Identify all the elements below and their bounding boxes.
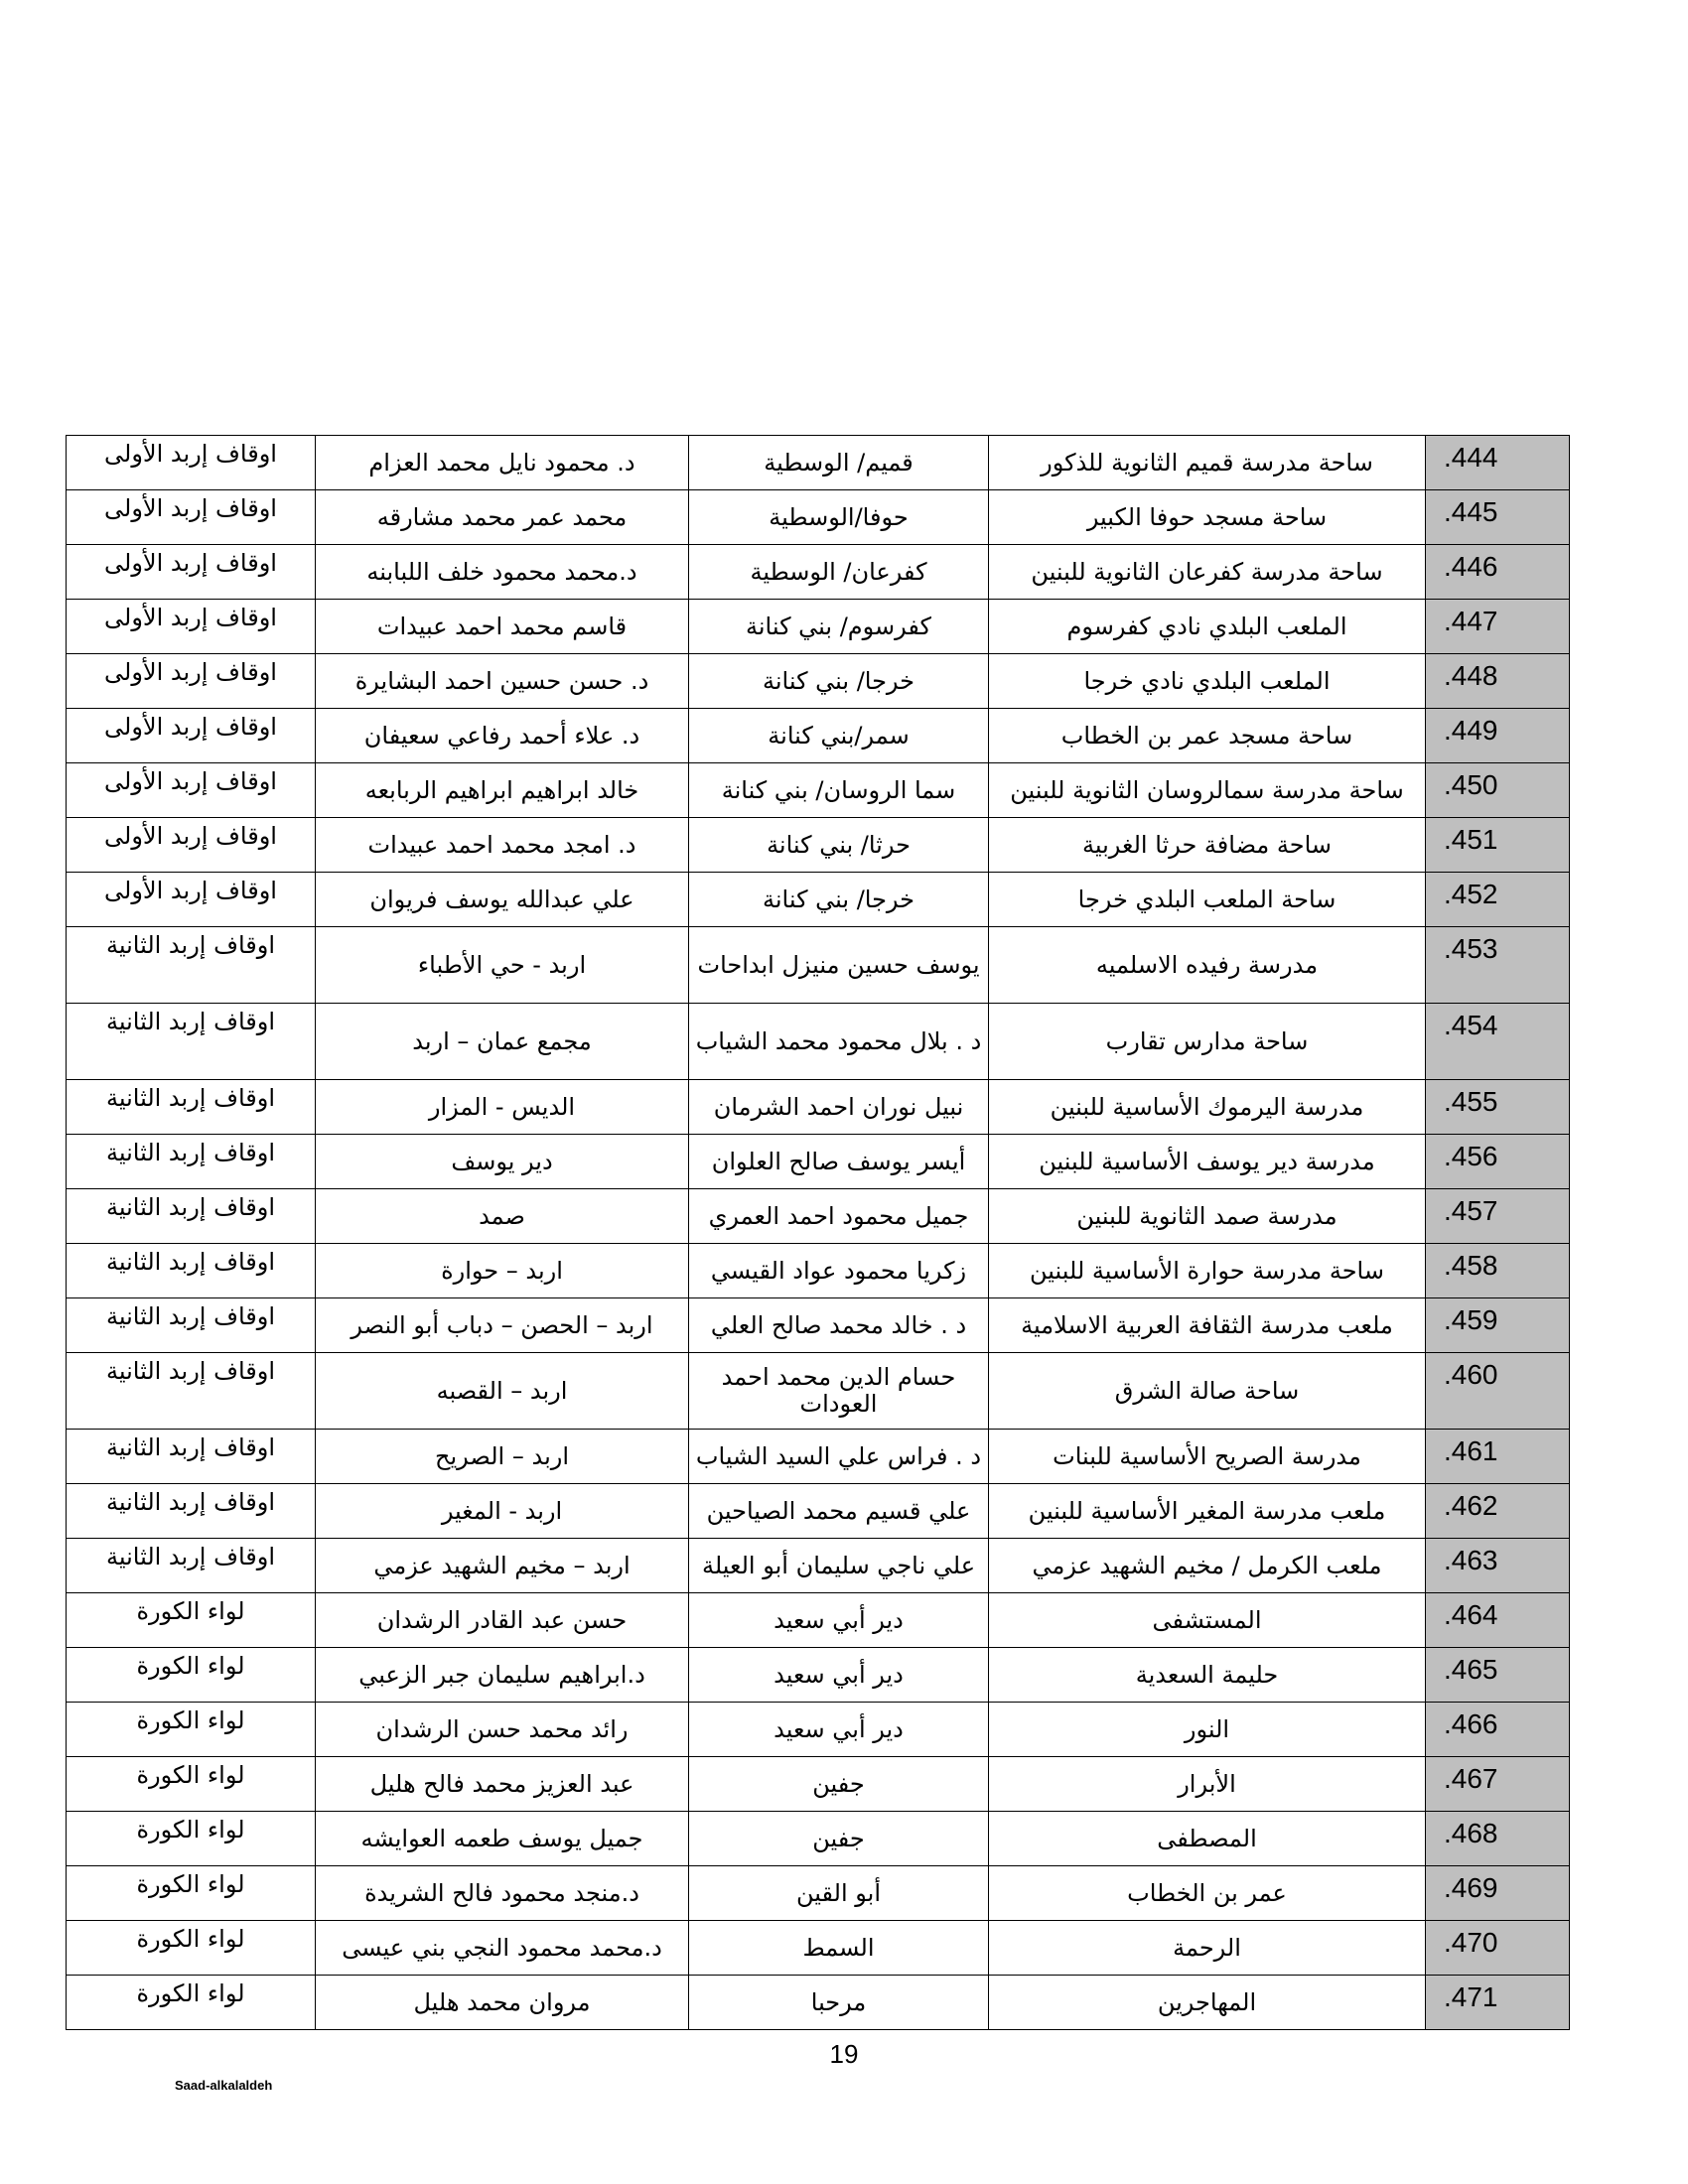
- imam-cell: د. علاء أحمد رفاعي سعيفان: [316, 709, 689, 763]
- row-number-cell: .465: [1426, 1648, 1570, 1703]
- area-cell: حسام الدين محمد احمد العودات: [689, 1353, 989, 1430]
- imam-cell: مجمع عمان – اربد: [316, 1004, 689, 1080]
- org-cell: اوقاف إربد الثانية: [67, 1484, 316, 1539]
- table-row: [67, 1004, 1570, 1080]
- row-number-cell: .451: [1426, 818, 1570, 873]
- imam-cell: د.محمد محمود النجي بني عيسى: [316, 1921, 689, 1976]
- org-cell: اوقاف إربد الثانية: [67, 927, 316, 1004]
- org-cell: اوقاف إربد الثانية: [67, 1539, 316, 1593]
- row-number-cell: .454: [1426, 1004, 1570, 1080]
- org-cell: لواء الكورة: [67, 1757, 316, 1812]
- row-number-cell: .445: [1426, 490, 1570, 545]
- table-row: [67, 545, 1570, 600]
- org-cell: اوقاف إربد الأولى: [67, 873, 316, 927]
- org-cell: اوقاف إربد الأولى: [67, 436, 316, 490]
- area-cell: كفرعان/ الوسطية: [689, 545, 989, 600]
- place-cell: ملعب مدرسة المغير الأساسية للبنين: [989, 1484, 1426, 1539]
- area-cell: أبو القين: [689, 1866, 989, 1921]
- area-cell: دير أبي سعيد: [689, 1703, 989, 1757]
- table-row: [67, 1648, 1570, 1703]
- area-cell: أيسر يوسف صالح العلوان: [689, 1135, 989, 1189]
- place-cell: المهاجرين: [989, 1976, 1426, 2030]
- org-cell: اوقاف إربد الثانية: [67, 1080, 316, 1135]
- place-cell: النور: [989, 1703, 1426, 1757]
- imam-cell: اربد - حي الأطباء: [316, 927, 689, 1004]
- imam-cell: د.منجد محمود فالح الشريدة: [316, 1866, 689, 1921]
- place-cell: مدرسة صمد الثانوية للبنين: [989, 1189, 1426, 1244]
- table-row: [67, 818, 1570, 873]
- row-number-cell: .449: [1426, 709, 1570, 763]
- imam-cell: مروان محمد هليل: [316, 1976, 689, 2030]
- table-row: [67, 1866, 1570, 1921]
- row-number-cell: .467: [1426, 1757, 1570, 1812]
- page-number: 19: [829, 2039, 859, 2069]
- row-number-cell: .459: [1426, 1298, 1570, 1353]
- row-number-cell: .464: [1426, 1593, 1570, 1648]
- place-cell: عمر بن الخطاب: [989, 1866, 1426, 1921]
- place-cell: مدرسة رفيده الاسلميه: [989, 927, 1426, 1004]
- prayer-sites-table: [66, 435, 1570, 2030]
- table-row: [67, 436, 1570, 490]
- place-cell: المصطفى: [989, 1812, 1426, 1866]
- imam-cell: رائد محمد حسن الرشدان: [316, 1703, 689, 1757]
- imam-cell: اربد – حوارة: [316, 1244, 689, 1298]
- imam-cell: اربد – الحصن – دباب أبو النصر: [316, 1298, 689, 1353]
- org-cell: اوقاف إربد الثانية: [67, 1298, 316, 1353]
- imam-cell: د. محمود نايل محمد العزام: [316, 436, 689, 490]
- row-number-cell: .463: [1426, 1539, 1570, 1593]
- imam-cell: علي عبدالله يوسف فريوان: [316, 873, 689, 927]
- imam-cell: اربد - المغير: [316, 1484, 689, 1539]
- area-cell: حوفا/الوسطية: [689, 490, 989, 545]
- area-cell: زكريا محمود عواد القيسي: [689, 1244, 989, 1298]
- area-cell: علي قسيم محمد الصياحين: [689, 1484, 989, 1539]
- author-signature: Saad-alkalaldeh: [175, 2078, 273, 2093]
- org-cell: اوقاف إربد الأولى: [67, 490, 316, 545]
- imam-cell: حسن عبد القادر الرشدان: [316, 1593, 689, 1648]
- org-cell: اوقاف إربد الأولى: [67, 763, 316, 818]
- area-cell: علي ناجي سليمان أبو العيلة: [689, 1539, 989, 1593]
- table-row: [67, 1244, 1570, 1298]
- org-cell: اوقاف إربد الثانية: [67, 1135, 316, 1189]
- row-number-cell: .471: [1426, 1976, 1570, 2030]
- place-cell: ساحة مسجد عمر بن الخطاب: [989, 709, 1426, 763]
- place-cell: ساحة مدرسة حوارة الأساسية للبنين: [989, 1244, 1426, 1298]
- org-cell: اوقاف إربد الثانية: [67, 1430, 316, 1484]
- table-row: [67, 600, 1570, 654]
- table-row: [67, 1135, 1570, 1189]
- row-number-cell: .458: [1426, 1244, 1570, 1298]
- table-row: [67, 1976, 1570, 2030]
- area-cell: حرثا/ بني كنانة: [689, 818, 989, 873]
- imam-cell: عبد العزيز محمد فالح هليل: [316, 1757, 689, 1812]
- table-row: [67, 1703, 1570, 1757]
- table-row: [67, 1298, 1570, 1353]
- area-cell: مرحبا: [689, 1976, 989, 2030]
- area-cell: خرجا/ بني كنانة: [689, 654, 989, 709]
- table-row: [67, 1539, 1570, 1593]
- org-cell: اوقاف إربد الأولى: [67, 709, 316, 763]
- area-cell: خرجا/ بني كنانة: [689, 873, 989, 927]
- area-cell: جميل محمود احمد العمري: [689, 1189, 989, 1244]
- imam-cell: خالد ابراهيم ابراهيم الربابعه: [316, 763, 689, 818]
- row-number-cell: .470: [1426, 1921, 1570, 1976]
- table-row: [67, 1812, 1570, 1866]
- place-cell: ساحة مدرسة سمالروسان الثانوية للبنين: [989, 763, 1426, 818]
- area-cell: نبيل نوران احمد الشرمان: [689, 1080, 989, 1135]
- imam-cell: الديس - المزار: [316, 1080, 689, 1135]
- area-cell: سمر/بني كنانة: [689, 709, 989, 763]
- imam-cell: محمد عمر محمد مشارقه: [316, 490, 689, 545]
- table-row: [67, 873, 1570, 927]
- org-cell: اوقاف إربد الثانية: [67, 1244, 316, 1298]
- org-cell: اوقاف إربد الأولى: [67, 545, 316, 600]
- row-number-cell: .452: [1426, 873, 1570, 927]
- imam-cell: قاسم محمد احمد عبيدات: [316, 600, 689, 654]
- table-row: [67, 1593, 1570, 1648]
- row-number-cell: .444: [1426, 436, 1570, 490]
- org-cell: لواء الكورة: [67, 1921, 316, 1976]
- row-number-cell: .446: [1426, 545, 1570, 600]
- org-cell: اوقاف إربد الأولى: [67, 818, 316, 873]
- imam-cell: اربد – الصريح: [316, 1430, 689, 1484]
- org-cell: لواء الكورة: [67, 1593, 316, 1648]
- place-cell: مدرسة الصريح الأساسية للبنات: [989, 1430, 1426, 1484]
- area-cell: كفرسوم/ بني كنانة: [689, 600, 989, 654]
- table-row: [67, 927, 1570, 1004]
- table-row: [67, 1189, 1570, 1244]
- imam-cell: د. حسن حسين احمد البشايرة: [316, 654, 689, 709]
- table-row: [67, 1921, 1570, 1976]
- place-cell: ساحة مدرسة كفرعان الثانوية للبنين: [989, 545, 1426, 600]
- table-row: [67, 709, 1570, 763]
- table-row: [67, 1484, 1570, 1539]
- place-cell: ملعب مدرسة الثقافة العربية الاسلامية: [989, 1298, 1426, 1353]
- area-cell: د . فراس علي السيد الشياب: [689, 1430, 989, 1484]
- org-cell: لواء الكورة: [67, 1866, 316, 1921]
- row-number-cell: .457: [1426, 1189, 1570, 1244]
- row-number-cell: .469: [1426, 1866, 1570, 1921]
- row-number-cell: .455: [1426, 1080, 1570, 1135]
- org-cell: اوقاف إربد الأولى: [67, 654, 316, 709]
- table-row: [67, 1080, 1570, 1135]
- area-cell: يوسف حسين منيزل ابداحات: [689, 927, 989, 1004]
- row-number-cell: .460: [1426, 1353, 1570, 1430]
- table-row: [67, 763, 1570, 818]
- table-row: [67, 654, 1570, 709]
- place-cell: الرحمة: [989, 1921, 1426, 1976]
- place-cell: الملعب البلدي نادي كفرسوم: [989, 600, 1426, 654]
- org-cell: لواء الكورة: [67, 1976, 316, 2030]
- table-row: [67, 1757, 1570, 1812]
- place-cell: ملعب الكرمل / مخيم الشهيد عزمي: [989, 1539, 1426, 1593]
- place-cell: مدرسة اليرموك الأساسية للبنين: [989, 1080, 1426, 1135]
- imam-cell: د.ابراهيم سليمان جبر الزعبي: [316, 1648, 689, 1703]
- org-cell: لواء الكورة: [67, 1648, 316, 1703]
- area-cell: جفين: [689, 1757, 989, 1812]
- area-cell: دير أبي سعيد: [689, 1593, 989, 1648]
- place-cell: ساحة الملعب البلدي خرجا: [989, 873, 1426, 927]
- place-cell: ساحة مدرسة قميم الثانوية للذكور: [989, 436, 1426, 490]
- place-cell: حليمة السعدية: [989, 1648, 1426, 1703]
- imam-cell: جميل يوسف طعمه العوايشه: [316, 1812, 689, 1866]
- table-body: [67, 436, 1570, 2030]
- place-cell: ساحة مسجد حوفا الكبير: [989, 490, 1426, 545]
- area-cell: د . بلال محمود محمد الشياب: [689, 1004, 989, 1080]
- org-cell: اوقاف إربد الثانية: [67, 1189, 316, 1244]
- area-cell: جفين: [689, 1812, 989, 1866]
- row-number-cell: .456: [1426, 1135, 1570, 1189]
- row-number-cell: .462: [1426, 1484, 1570, 1539]
- imam-cell: صمد: [316, 1189, 689, 1244]
- row-number-cell: .448: [1426, 654, 1570, 709]
- row-number-cell: .461: [1426, 1430, 1570, 1484]
- row-number-cell: .447: [1426, 600, 1570, 654]
- imam-cell: اربد – مخيم الشهيد عزمي: [316, 1539, 689, 1593]
- org-cell: اوقاف إربد الثانية: [67, 1353, 316, 1430]
- place-cell: مدرسة دير يوسف الأساسية للبنين: [989, 1135, 1426, 1189]
- org-cell: لواء الكورة: [67, 1703, 316, 1757]
- org-cell: لواء الكورة: [67, 1812, 316, 1866]
- row-number-cell: .450: [1426, 763, 1570, 818]
- area-cell: قميم/ الوسطية: [689, 436, 989, 490]
- imam-cell: د.محمد محمود خلف اللبابنه: [316, 545, 689, 600]
- place-cell: الملعب البلدي نادي خرجا: [989, 654, 1426, 709]
- row-number-cell: .468: [1426, 1812, 1570, 1866]
- place-cell: ساحة صالة الشرق: [989, 1353, 1426, 1430]
- row-number-cell: .453: [1426, 927, 1570, 1004]
- prayer-sites-table-container: [66, 435, 1569, 2030]
- imam-cell: دير يوسف: [316, 1135, 689, 1189]
- org-cell: اوقاف إربد الأولى: [67, 600, 316, 654]
- place-cell: ساحة مضافة حرثا الغربية: [989, 818, 1426, 873]
- place-cell: ساحة مدارس تقارب: [989, 1004, 1426, 1080]
- row-number-cell: .466: [1426, 1703, 1570, 1757]
- place-cell: الأبرار: [989, 1757, 1426, 1812]
- imam-cell: اربد – القصبه: [316, 1353, 689, 1430]
- area-cell: دير أبي سعيد: [689, 1648, 989, 1703]
- area-cell: السمط: [689, 1921, 989, 1976]
- place-cell: المستشفى: [989, 1593, 1426, 1648]
- table-row: [67, 1430, 1570, 1484]
- area-cell: د . خالد محمد صالح العلي: [689, 1298, 989, 1353]
- org-cell: اوقاف إربد الثانية: [67, 1004, 316, 1080]
- table-row: [67, 490, 1570, 545]
- imam-cell: د. امجد محمد احمد عبيدات: [316, 818, 689, 873]
- area-cell: سما الروسان/ بني كنانة: [689, 763, 989, 818]
- table-row: [67, 1353, 1570, 1430]
